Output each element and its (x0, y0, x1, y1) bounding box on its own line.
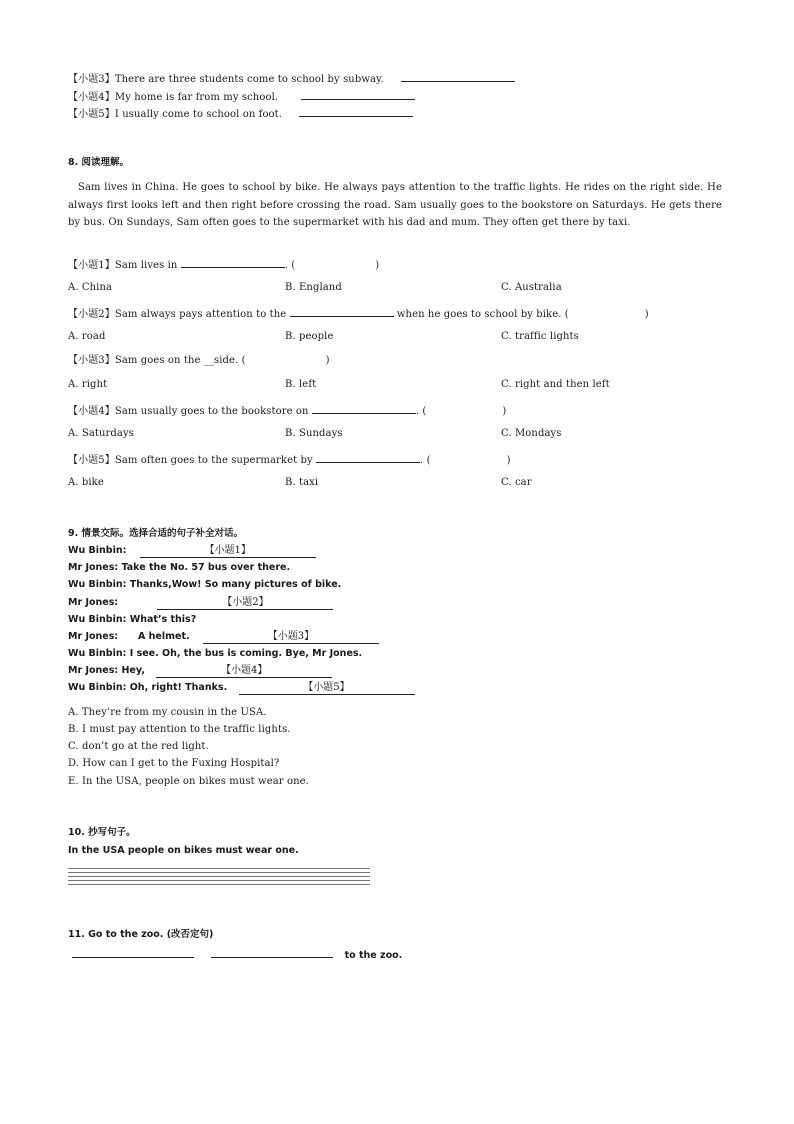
answer-blank[interactable] (181, 256, 285, 268)
option-c[interactable]: C. right and then left (501, 379, 610, 390)
question-text-tail: . ( (284, 260, 296, 271)
option-b[interactable]: B. people (285, 331, 334, 342)
q8-item-4 (68, 402, 506, 419)
paren-close: ) (502, 406, 507, 417)
dialogue-line-1 (68, 544, 316, 558)
writing-rule (68, 872, 370, 873)
top-item-text: 【小题4】My home is far from my school. (68, 92, 279, 103)
dialogue-line-4 (68, 596, 333, 610)
paren-close: ) (375, 260, 380, 271)
option-c[interactable]: C. Australia (501, 282, 562, 293)
top-item-5 (68, 105, 413, 122)
option-a[interactable]: A. Saturdays (68, 428, 134, 439)
answer-blank[interactable]: 【小题1】 (140, 545, 316, 558)
writing-rule (68, 880, 370, 881)
dialogue-text: Wu Binbin: Oh, right! Thanks. (68, 682, 228, 693)
option-a[interactable]: A. China (68, 282, 113, 293)
option-c[interactable]: C. Mondays (501, 428, 562, 439)
question-text-tail: when he goes to school by bike. ( (393, 309, 569, 320)
answer-blank-2[interactable] (211, 946, 333, 958)
q11-tail: to the zoo. (344, 950, 403, 961)
question-text: 【小题4】Sam usually goes to the bookstore on (68, 406, 312, 417)
dialogue-line-6 (68, 630, 379, 644)
question-text: 【小题1】Sam lives in (68, 260, 181, 271)
dialogue-line-7: Wu Binbin: I see. Oh, the bus is coming. Bye, Mr Jones. (68, 648, 363, 659)
dialogue-line-9 (68, 681, 415, 695)
q9-option-e: E. In the USA, people on bikes must wear one. (68, 776, 309, 787)
question-text: 【小题5】Sam often goes to the supermarket by (68, 455, 317, 466)
option-b[interactable]: B. Sundays (285, 428, 343, 439)
question-text: 【小题3】Sam goes on the __side. ( (68, 355, 246, 366)
answer-blank-1[interactable] (72, 946, 194, 958)
q9-option-a: A. They’re from my cousin in the USA. (68, 707, 267, 718)
option-c[interactable]: C. car (501, 477, 532, 488)
option-b[interactable]: B. left (285, 379, 317, 390)
q9-option-d: D. How can I get to the Fuxing Hospital? (68, 758, 280, 769)
paren-close: ) (325, 355, 330, 366)
question-text: 【小题2】Sam always pays attention to the (68, 309, 290, 320)
answer-blank[interactable] (290, 305, 394, 317)
option-b[interactable]: B. taxi (285, 477, 319, 488)
dialogue-text: Wu Binbin: (68, 545, 127, 556)
dialogue-line-5: Wu Binbin: What’s this? (68, 614, 197, 625)
option-b[interactable]: B. England (285, 282, 342, 293)
answer-blank[interactable]: 【小题2】 (157, 597, 333, 610)
q8-item-1 (68, 256, 379, 273)
option-c[interactable]: C. traffic lights (501, 331, 579, 342)
top-item-3 (68, 70, 515, 87)
dialogue-text: Mr Jones: (68, 597, 119, 608)
question-text-tail: . ( (420, 455, 431, 466)
top-item-text: 【小题3】There are three students come to school by subway. (68, 74, 384, 85)
answer-blank[interactable] (316, 451, 420, 463)
answer-blank[interactable] (312, 402, 416, 414)
q10-sentence: In the USA people on bikes must wear one. (68, 845, 299, 856)
q9-option-b: B. I must pay attention to the traffic lights. (68, 724, 291, 735)
writing-rule (68, 868, 370, 869)
dialogue-line-3: Wu Binbin: Thanks,Wow! So many pictures of bike. (68, 579, 342, 590)
top-item-text: 【小题5】I usually come to school on foot. (68, 109, 283, 120)
q8-item-3 (68, 354, 330, 368)
q11-answer-line (72, 946, 402, 963)
question-text-tail: . ( (415, 406, 427, 417)
answer-blank[interactable] (299, 105, 413, 117)
paren-close: ) (506, 455, 511, 466)
q8-item-5 (68, 451, 511, 468)
dialogue-text: Mr Jones: A helmet. (68, 631, 190, 642)
dialogue-line-8 (68, 664, 332, 678)
q9-option-c: C. don’t go at the red light. (68, 741, 209, 752)
q11-title: 11. Go to the zoo. (改否定句) (68, 929, 214, 940)
option-a[interactable]: A. right (68, 379, 108, 390)
answer-blank[interactable]: 【小题4】 (156, 665, 332, 678)
paren-close: ) (644, 309, 649, 320)
q8-item-2 (68, 305, 649, 322)
answer-blank[interactable]: 【小题3】 (203, 631, 379, 644)
option-a[interactable]: A. bike (68, 477, 104, 488)
writing-rule (68, 884, 370, 885)
option-a[interactable]: A. road (68, 331, 106, 342)
answer-blank[interactable]: 【小题5】 (239, 682, 415, 695)
dialogue-text: Mr Jones: Hey, (68, 665, 145, 676)
q10-title: 10. 抄写句子。 (68, 827, 136, 838)
q8-passage: Sam lives in China. He goes to school by bike. He always pays attention to the traffic lights. He rides on the right side. He always first looks left and then right before crossing the road. Sam usually goes to the bookstore on Saturdays. He gets there by bus. On Sundays, Sam often goes to the supermarket with his dad and mum. They often get there by taxi. (68, 182, 722, 228)
writing-rule (68, 876, 370, 877)
q9-title: 9. 情景交际。选择合适的句子补全对话。 (68, 528, 244, 539)
answer-blank[interactable] (401, 70, 515, 82)
q8-title: 8. 阅读理解。 (68, 157, 130, 168)
answer-blank[interactable] (301, 88, 415, 100)
top-item-4 (68, 88, 415, 105)
dialogue-line-2: Mr Jones: Take the No. 57 bus over there. (68, 562, 291, 573)
